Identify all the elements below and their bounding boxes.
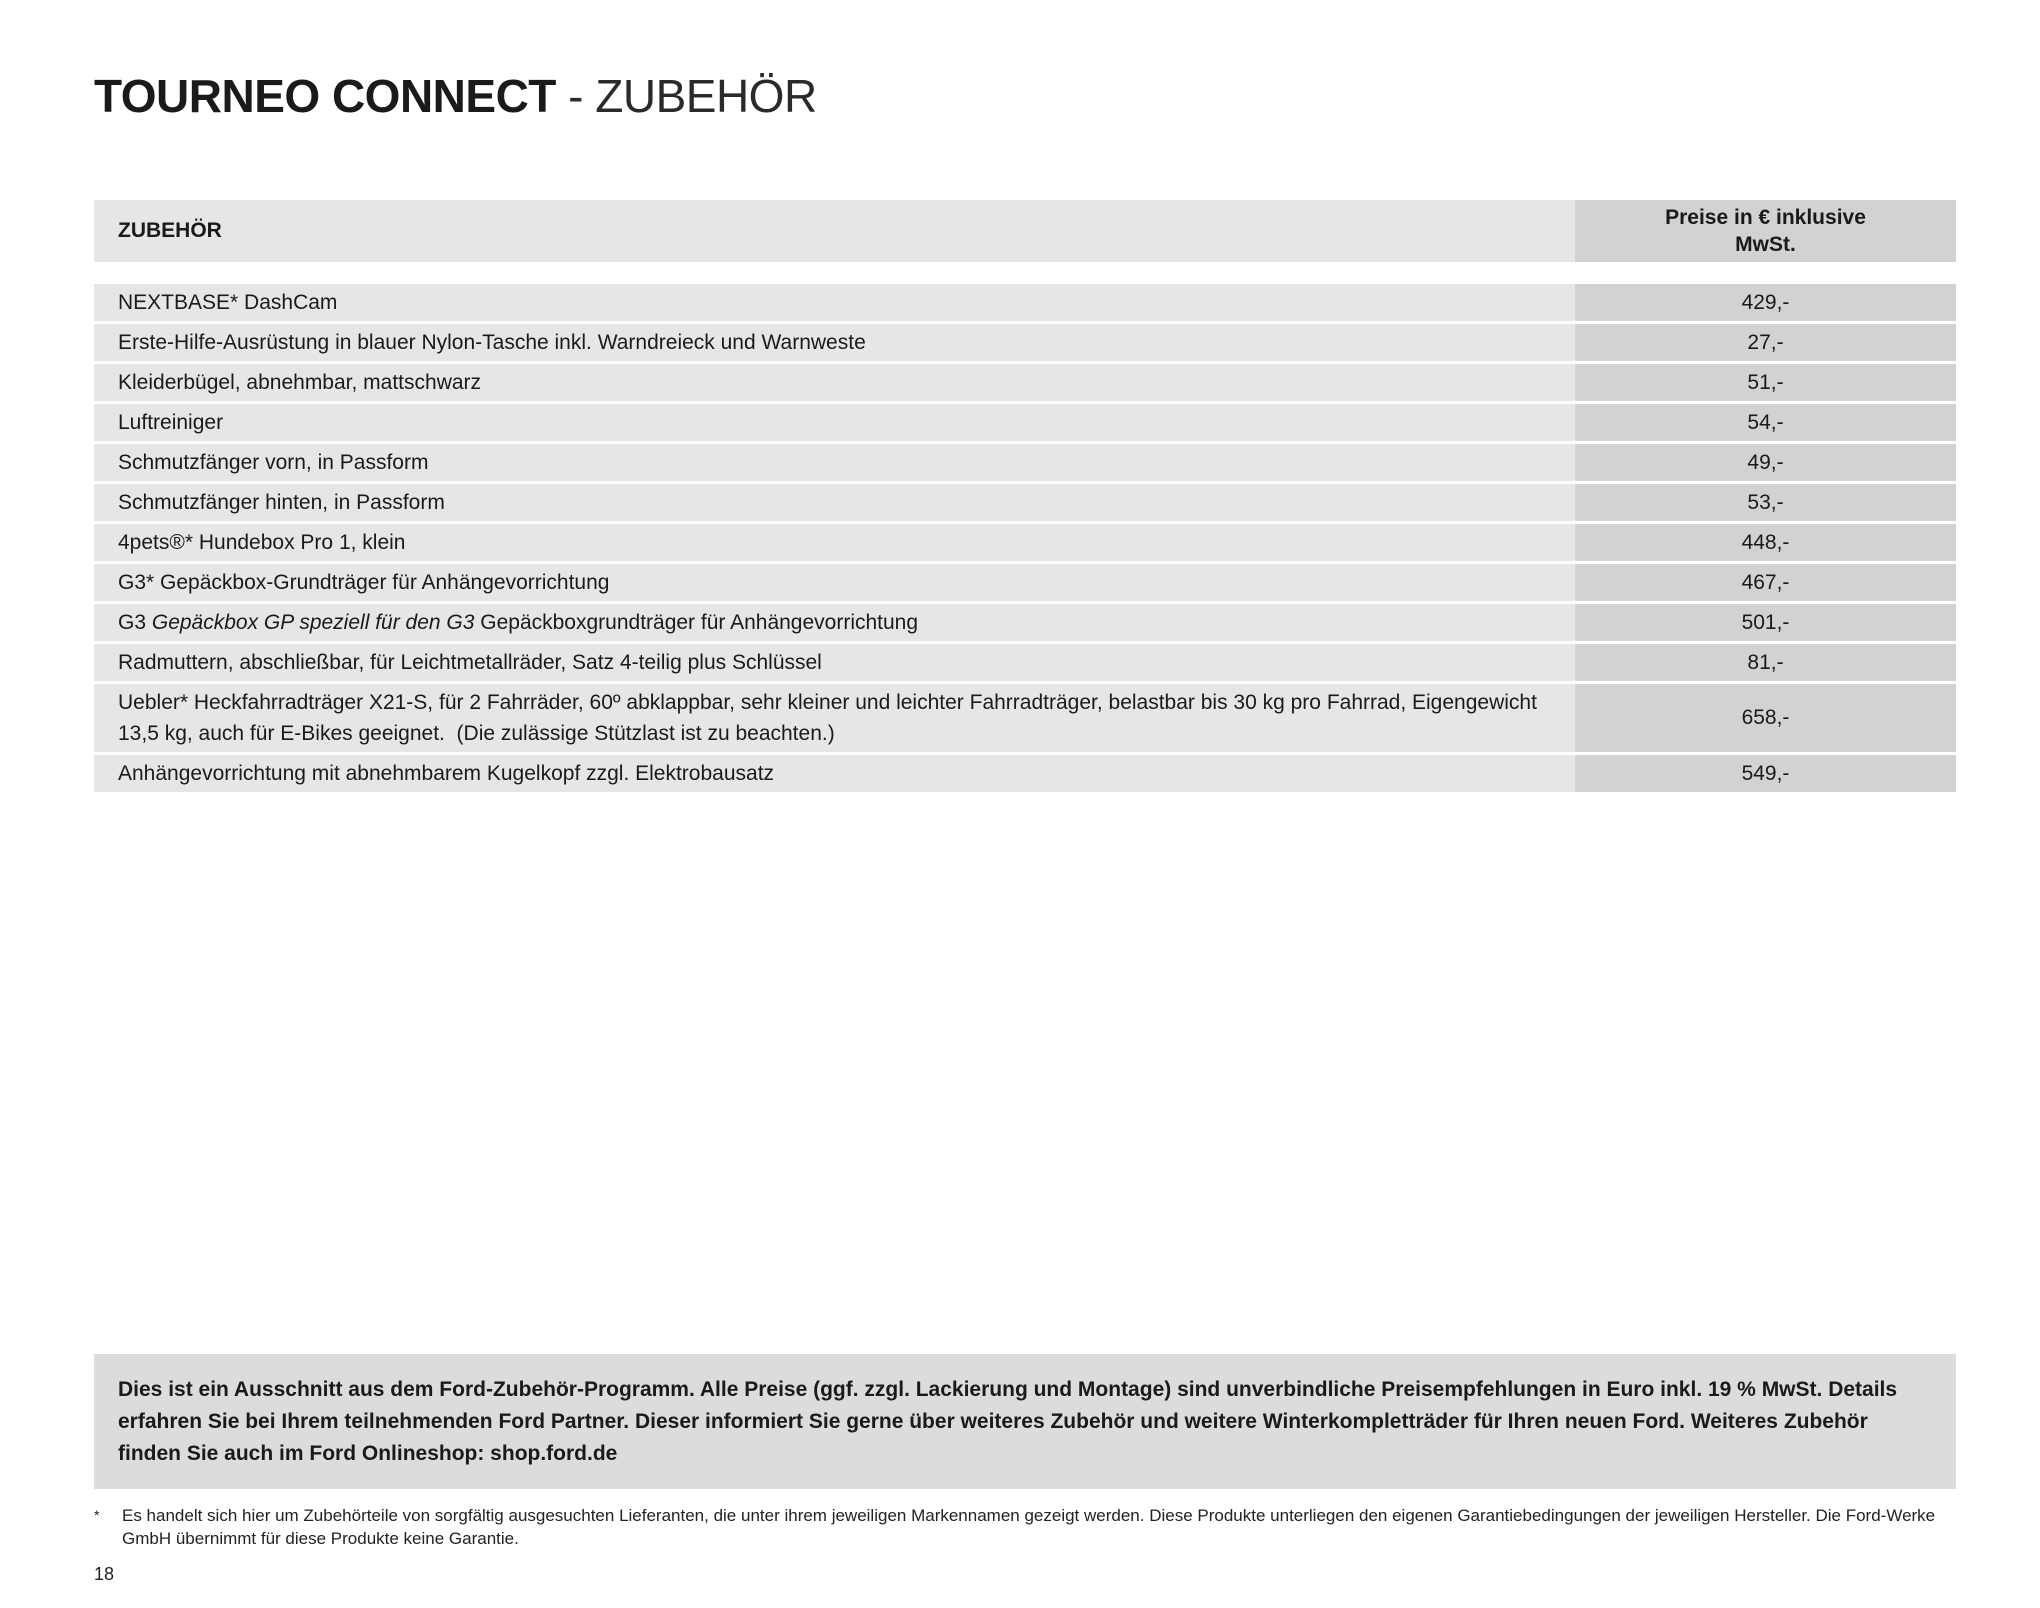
table-row [94, 404, 1956, 441]
table-row [94, 324, 1956, 361]
accessory-price: 658,- [1575, 684, 1956, 752]
accessory-name: Radmuttern, abschließbar, für Leichtmetallräder, Satz 4-teilig plus Schlüssel [94, 644, 1575, 681]
accessory-name: G3* Gepäckbox-Grundträger für Anhängevorrichtung [94, 564, 1575, 601]
footnote-text: Es handelt sich hier um Zubehörteile von sorgfältig ausgesuchten Lieferanten, die unter ihrem jeweiligen Markennamen gezeigt werden. Diese Produkte unterliegen den eigenen Garantiebedingungen der jeweiligen Hersteller. Die Ford-Werke GmbH übernimmt für diese Produkte keine Garantie. [122, 1506, 1936, 1548]
accessory-price: 51,- [1575, 364, 1956, 401]
page-number: 18 [94, 1564, 115, 1584]
accessory-name: Erste-Hilfe-Ausrüstung in blauer Nylon-Tasche inkl. Warndreieck und Warnweste [94, 324, 1575, 361]
accessory-name: Uebler* Heckfahrradträger X21-S, für 2 Fahrräder, 60º abklappbar, sehr kleiner und leichter Fahrradträger, belastbar bis 30 kg pro Fahrrad, Eigengewicht 13,5 kg, auch für E-Bikes geeignet. (Die zulässige Stützlast ist zu beachten.) [94, 684, 1575, 752]
accessory-name-suffix: Gepäckboxgrundträger für Anhängevorrichtung [474, 611, 919, 634]
accessory-price: 429,- [1575, 284, 1956, 321]
accessory-name: Luftreiniger [94, 404, 1575, 441]
table-row [94, 284, 1956, 321]
table-row [94, 364, 1956, 401]
accessory-name: Schmutzfänger hinten, in Passform [94, 484, 1575, 521]
page-title-model: TOURNEO CONNECT [94, 70, 556, 122]
accessory-name [94, 604, 1575, 641]
table-row [94, 564, 1956, 601]
accessory-name-prefix: G3 [118, 611, 152, 634]
footnote-marker: * [94, 1507, 100, 1523]
page-title-section: - ZUBEHÖR [555, 70, 817, 122]
table-row [94, 644, 1956, 681]
accessory-price: 81,- [1575, 644, 1956, 681]
table-row [94, 524, 1956, 561]
accessory-name: Kleiderbügel, abnehmbar, mattschwarz [94, 364, 1575, 401]
info-notice: Dies ist ein Ausschnitt aus dem Ford-Zubehör-Programm. Alle Preise (ggf. zzgl. Lackierung und Montage) sind unverbindliche Preisempfehlungen in Euro inkl. 19 % MwSt. Details erfahren Sie bei Ihrem teilnehmenden Ford Partner. Dieser informiert Sie gerne über weiteres Zubehör und weitere Winterkompletträder für Ihren neuen Ford. Weiteres Zubehör finden Sie auch im Ford Onlineshop: shop.ford.de [94, 1354, 1956, 1489]
accessory-price: 49,- [1575, 444, 1956, 481]
column-header-item: ZUBEHÖR [94, 200, 1575, 262]
accessory-price: 27,- [1575, 324, 1956, 361]
table-row [94, 484, 1956, 521]
table-row [94, 684, 1956, 752]
table-row [94, 755, 1956, 792]
accessory-price: 467,- [1575, 564, 1956, 601]
footnote [94, 1504, 1956, 1550]
accessory-price: 501,- [1575, 604, 1956, 641]
accessory-name: 4pets®* Hundebox Pro 1, klein [94, 524, 1575, 561]
accessory-name: Anhängevorrichtung mit abnehmbarem Kugelkopf zzgl. Elektrobausatz [94, 755, 1575, 792]
accessory-name: NEXTBASE* DashCam [94, 284, 1575, 321]
accessory-price: 549,- [1575, 755, 1956, 792]
column-header-price-label: Preise in € inklusive MwSt. [1665, 206, 1866, 256]
column-header-price [1575, 200, 1956, 262]
accessory-price: 53,- [1575, 484, 1956, 521]
page-title [94, 66, 817, 126]
table-header-row [94, 200, 1956, 262]
accessories-table [94, 200, 1956, 795]
accessory-name: Schmutzfänger vorn, in Passform [94, 444, 1575, 481]
table-row [94, 604, 1956, 641]
accessory-name-italic: Gepäckbox GP speziell für den G3 [151, 611, 475, 634]
accessory-price: 54,- [1575, 404, 1956, 441]
accessory-price: 448,- [1575, 524, 1956, 561]
table-row [94, 444, 1956, 481]
